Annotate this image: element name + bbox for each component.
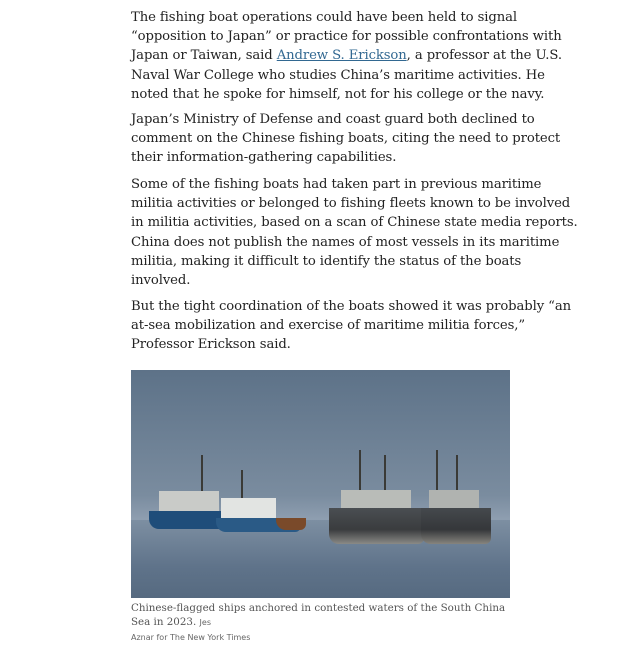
ship-right-2 [421,450,491,550]
caption-text: Chinese-flagged ships anchored in contested waters of the South China Sea in 2023. [131,602,506,628]
paragraph-4 [131,297,571,355]
text-line: involved. [131,273,191,289]
text-line: militia, making it difficult to identify the status of the boats [131,253,522,269]
text-line: Some of the fishing boats had taken part in previous maritime [131,177,542,192]
text-line: But the tight coordination of the boats showed it was probably “an [131,299,571,314]
text-line: in militia activities, based on a scan of Chinese state media reports. [131,215,578,231]
photo-credit-cont: Aznar for The New York Times [131,633,251,642]
text-line: The fishing boat operations could have been held to signal [131,10,517,25]
photo-credit: Jes [199,618,211,627]
text-line: their information-gathering capabilities. [131,150,397,166]
text-line: noted that he spoke for himself, not for his college or the navy. [131,86,545,102]
text-segment: Japan or Taiwan, said [131,48,277,64]
text-line [131,46,562,65]
photo-caption [131,601,521,645]
text-line: China does not publish the names of most vessels in its maritime [131,234,560,250]
ship-left-3 [276,510,306,540]
author-link-andrew-erickson[interactable]: Andrew S. Erickson [276,48,407,64]
text-line: militia activities or belonged to fishing fleets known to be involved [131,196,571,212]
text-line: Naval War College who studies China’s maritime activities. He [131,67,545,83]
paragraph-2 [131,110,561,168]
text-line: “opposition to Japan” or practice for possible confrontations with [131,29,562,45]
text-line: Japan’s Ministry of Defense and coast guard both declined to [131,112,535,127]
ship-right-1 [329,450,424,550]
text-line: comment on the Chinese fishing boats, citing the need to protect [131,131,561,147]
text-segment: , a professor at the U.S. [406,48,562,64]
text-line: Professor Erickson said. [131,337,291,353]
paragraph-3 [131,175,578,290]
text-line: at-sea mobilization and exercise of maritime militia forces,” [131,318,526,334]
article-photo-ships [131,370,510,598]
paragraph-1 [131,8,562,104]
